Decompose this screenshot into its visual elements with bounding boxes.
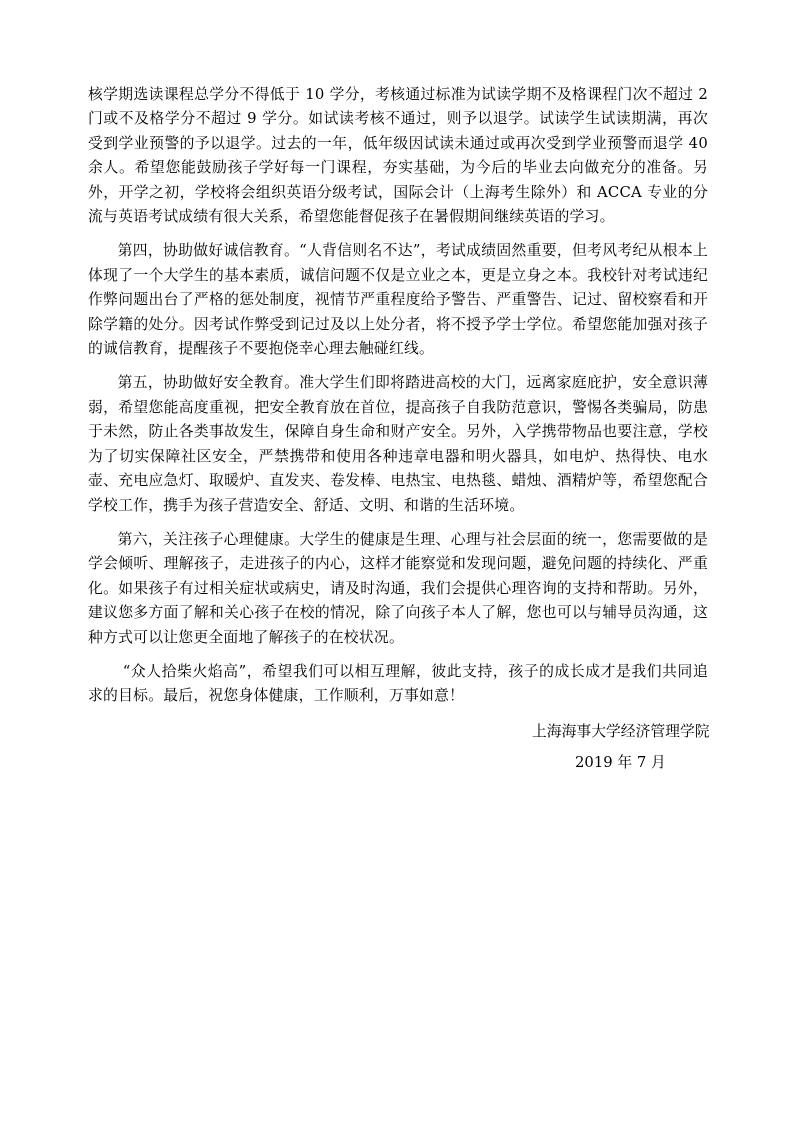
paragraph-exam-requirements: 核学期选读课程总学分不得低于 10 学分，考核通过标准为试读学期不及格课程门次不超过 2 门或不及格学分不超过 9 学分。如试读考核不通过，则予以退学。试读学生试读期满，再次受到学业预警的予以退学。过去的一年，低年级因试读未通过或再次受到学业预警而退学 40 余人。希望您能鼓励孩子学好每一门课程，夯实基础，为今后的毕业去向做充分的准备。另外，开学之初，学校将会组织英语分级考试，国际会计（上海考生除外）和 ACCA 专业的分流与英语考试成绩有很大关系，希望您能督促孩子在暑假期间继续英语的学习。 (88, 86, 708, 226)
signature-institution: 上海海事大学经济管理学院 (532, 723, 710, 740)
letter-body (88, 83, 708, 709)
paragraph-integrity-education: 第四，协助做好诚信教育。“人背信则名不达”，考试成绩固然重要，但考风考纪从根本上体现了一个大学生的基本素质，诚信问题不仅是立业之本，更是立身之本。我校针对考试违纪作弊问题出台了严格的惩处制度，视情节严重程度给予警告、严重警告、记过、留校察看和开除学籍的处分。因考试作弊受到记过及以上处分者，将不授予学士学位。希望您能加强对孩子的诚信教育，提醒孩子不要抱侥幸心理去触碰红线。 (88, 242, 708, 358)
paragraph-safety-education: 第五，协助做好安全教育。准大学生们即将踏进高校的大门，远离家庭庇护，安全意识薄弱，希望您能高度重视，把安全教育放在首位，提高孩子自我防范意识，警惕各类骗局，防患于未然，防止各类事故发生，保障自身生命和财产安全。另外，入学携带物品也要注意，学校为了切实保障社区安全，严禁携带和使用各种违章电器和明火器具，如电炉、热得快、电水壶、充电应急灯、取暖炉、直发夹、卷发棒、电热宝、电热毯、蜡烛、酒精炉等，希望您配合学校工作，携手为孩子营造安全、舒适、文明、和谐的生活环境。 (88, 374, 708, 514)
paragraph-closing: “众人拾柴火焰高”，希望我们可以相互理解，彼此支持，孩子的成长成才是我们共同追求的目标。最后，祝您身体健康，工作顺利，万事如意！ (88, 662, 708, 705)
paragraph-mental-health: 第六，关注孩子心理健康。大学生的健康是生理、心理与社会层面的统一，您需要做的是学会倾听、理解孩子，走进孩子的内心，这样才能察觉和发现问题，避免问题的持续化、严重化。如果孩子有过相关症状或病史，请及时沟通，我们会提供心理咨询的支持和帮助。另外，建议您多方面了解和关心孩子在校的情况，除了向孩子本人了解，您也可以与辅导员沟通，这种方式可以让您更全面地了解孩子的在校状况。 (88, 530, 708, 646)
signature-date: 2019 年 7 月 (575, 754, 666, 771)
